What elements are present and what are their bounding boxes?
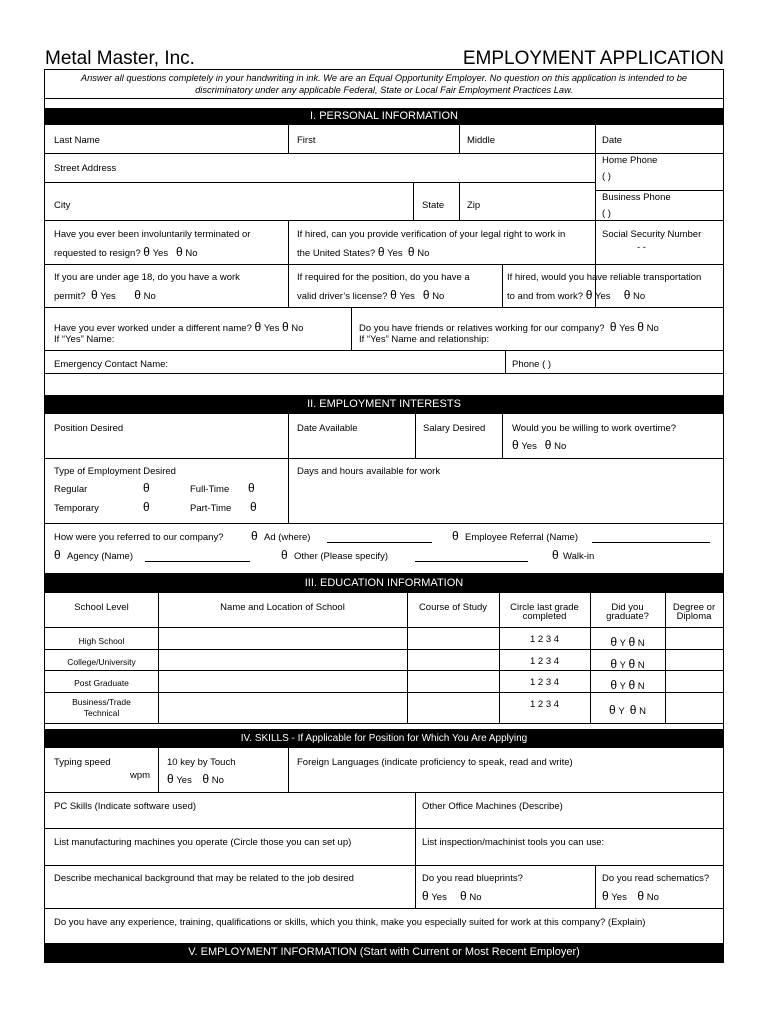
graduate-options-business-trade[interactable] bbox=[590, 704, 665, 718]
grade-options-business-trade[interactable]: 1 2 3 4 bbox=[529, 699, 560, 710]
license-yes-label: Yes bbox=[399, 291, 415, 302]
grad-mark-y[interactable]: θ bbox=[609, 703, 616, 717]
relatives-no-checkbox[interactable]: θ bbox=[637, 320, 644, 334]
other-checkbox[interactable]: θ bbox=[281, 548, 288, 562]
grade-header bbox=[499, 602, 590, 623]
divider bbox=[45, 264, 723, 265]
salary-desired-label: Salary Desired bbox=[423, 423, 486, 434]
grad-mark-y[interactable]: θ bbox=[610, 635, 618, 649]
divider bbox=[415, 414, 416, 458]
relatives-question-text: Do you have friends or relatives working for our company? bbox=[359, 323, 605, 334]
grade-options-high-school[interactable]: 1 2 3 4 bbox=[529, 634, 560, 645]
divider bbox=[45, 307, 723, 308]
graduate-options-college[interactable] bbox=[590, 658, 665, 672]
grade-header-line1: Circle last grade bbox=[510, 602, 579, 613]
license-question-line2 bbox=[297, 289, 444, 303]
city-label: City bbox=[54, 200, 71, 211]
overtime-yes-checkbox[interactable]: θ bbox=[512, 438, 519, 452]
divider bbox=[595, 865, 596, 908]
walkin-checkbox[interactable]: θ bbox=[552, 548, 559, 562]
different-name-yes-checkbox[interactable]: θ bbox=[254, 320, 262, 334]
grad-label-y: Y bbox=[619, 681, 626, 692]
notice-line-2: discriminatory under any applicable Federal, State or Local Fair Employment Practices Law. bbox=[195, 85, 573, 95]
divider bbox=[595, 190, 723, 191]
course-header: Course of Study bbox=[418, 602, 488, 613]
temporary-label: Temporary bbox=[54, 503, 99, 514]
work-permit-question-text: permit? bbox=[54, 291, 86, 302]
ten-key-yes-checkbox[interactable]: θ bbox=[167, 772, 174, 786]
overtime-yes-label: Yes bbox=[521, 441, 537, 452]
state-label: State bbox=[422, 200, 445, 211]
schematics-no-label: No bbox=[646, 892, 659, 903]
referral-question: How were you referred to our company? bbox=[54, 532, 224, 543]
school-level-business-trade-line1: Business/Trade bbox=[72, 697, 131, 707]
grad-label-n: N bbox=[637, 638, 645, 649]
middle-name-label: Middle bbox=[467, 135, 495, 146]
emergency-contact-label: Emergency Contact Name: bbox=[54, 359, 169, 370]
form-title: EMPLOYMENT APPLICATION bbox=[462, 48, 724, 69]
different-name-question bbox=[54, 321, 303, 335]
verification-yes-checkbox[interactable]: θ bbox=[377, 245, 385, 259]
agency-line[interactable] bbox=[145, 561, 250, 562]
divider bbox=[45, 908, 723, 909]
mechanical-background-label: Describe mechanical background that may be related to the job desired bbox=[54, 873, 354, 884]
ssn-dashes: - - bbox=[637, 242, 646, 253]
agency-checkbox[interactable]: θ bbox=[54, 548, 61, 562]
terminated-question-line2 bbox=[54, 246, 198, 260]
ad-line[interactable] bbox=[327, 542, 432, 543]
divider bbox=[502, 414, 503, 458]
regular-label: Regular bbox=[54, 484, 88, 495]
divider bbox=[45, 350, 723, 351]
divider bbox=[45, 458, 723, 459]
divider bbox=[45, 373, 723, 374]
transportation-no-label: No bbox=[633, 291, 646, 302]
employee-referral-checkbox[interactable]: θ bbox=[452, 529, 459, 543]
divider bbox=[459, 182, 460, 220]
divider bbox=[459, 125, 460, 153]
regular-checkbox[interactable]: θ bbox=[143, 481, 150, 495]
work-permit-question: If you are under age 18, do you have a work bbox=[54, 272, 240, 283]
blueprints-options bbox=[422, 890, 482, 904]
ten-key-no-checkbox[interactable]: θ bbox=[202, 772, 210, 786]
divider bbox=[45, 828, 723, 829]
parttime-label: Part-Time bbox=[190, 503, 232, 514]
divider bbox=[45, 865, 723, 866]
overtime-no-checkbox[interactable]: θ bbox=[544, 438, 552, 452]
school-level-header: School Level bbox=[74, 602, 129, 613]
typing-speed-label: Typing speed bbox=[54, 757, 111, 768]
work-permit-yes-checkbox[interactable]: θ bbox=[90, 288, 98, 302]
school-name-header: Name and Location of School bbox=[220, 602, 345, 613]
grade-options-college[interactable]: 1 2 3 4 bbox=[529, 656, 560, 667]
application-form bbox=[44, 69, 724, 963]
terminated-question: Have you ever been involuntarily terminated or bbox=[54, 229, 251, 240]
divider bbox=[45, 220, 723, 221]
blueprints-yes-label: Yes bbox=[431, 892, 447, 903]
divider bbox=[45, 792, 723, 793]
schematics-question: Do you read schematics? bbox=[602, 873, 710, 884]
grad-label-n: N bbox=[637, 681, 645, 692]
divider bbox=[505, 350, 506, 373]
blueprints-no-checkbox[interactable]: θ bbox=[460, 889, 467, 903]
walkin-label: Walk-in bbox=[563, 551, 595, 562]
zip-label: Zip bbox=[467, 200, 481, 211]
transportation-question: If hired, would you have reliable transportation bbox=[507, 272, 702, 283]
schematics-yes-label: Yes bbox=[611, 892, 627, 903]
verification-yes-label: Yes bbox=[387, 248, 403, 259]
divider bbox=[45, 153, 723, 154]
transportation-yes-label: Yes bbox=[595, 291, 611, 302]
grad-mark-n[interactable]: θ bbox=[628, 635, 636, 649]
graduate-header bbox=[590, 602, 665, 623]
employee-referral-label: Employee Referral (Name) bbox=[465, 532, 578, 543]
relatives-yes-checkbox[interactable]: θ bbox=[609, 320, 617, 334]
grad-mark-n[interactable]: θ bbox=[628, 657, 636, 671]
graduate-header-line2: graduate? bbox=[606, 611, 649, 622]
relatives-yes-label: Yes bbox=[619, 323, 635, 334]
section-education-header: III. EDUCATION INFORMATION bbox=[45, 573, 723, 593]
different-name-no-label: No bbox=[291, 323, 304, 334]
degree-header bbox=[665, 602, 723, 623]
work-permit-no-label: No bbox=[143, 291, 156, 302]
emergency-phone-label: Phone ( ) bbox=[512, 359, 552, 370]
grad-mark-n[interactable]: θ bbox=[629, 703, 637, 717]
relatives-followup: If “Yes” Name and relationship: bbox=[359, 334, 490, 345]
grade-header-line2: completed bbox=[522, 611, 567, 622]
divider bbox=[288, 414, 289, 523]
divider bbox=[45, 627, 723, 628]
terminated-no-label: No bbox=[185, 248, 198, 259]
overtime-options bbox=[512, 439, 566, 453]
verification-no-label: No bbox=[417, 248, 430, 259]
wpm-label: wpm bbox=[130, 770, 151, 781]
verification-question-text: the United States? bbox=[297, 248, 376, 259]
work-permit-yes-label: Yes bbox=[100, 291, 116, 302]
pc-skills-label: PC Skills (Indicate software used) bbox=[54, 801, 197, 812]
languages-label: Foreign Languages (indicate proficiency to speak, read and write) bbox=[297, 757, 573, 768]
school-level-business-trade-line2: Technical bbox=[83, 708, 120, 718]
terminated-no-checkbox[interactable]: θ bbox=[176, 245, 183, 259]
terminated-question-text: requested to resign? bbox=[54, 248, 141, 259]
ad-checkbox[interactable]: θ bbox=[251, 529, 258, 543]
school-level-high-school: High School bbox=[78, 636, 125, 646]
license-no-label: No bbox=[432, 291, 445, 302]
school-level-college: College/University bbox=[67, 657, 136, 667]
agency-label: Agency (Name) bbox=[67, 551, 133, 562]
position-desired-label: Position Desired bbox=[54, 423, 124, 434]
different-name-no-checkbox[interactable]: θ bbox=[281, 320, 289, 334]
grad-label-n: N bbox=[639, 706, 646, 717]
employment-type-label: Type of Employment Desired bbox=[54, 466, 176, 477]
degree-header-line2: Diploma bbox=[676, 611, 712, 622]
schematics-options bbox=[602, 890, 659, 904]
notice-line-1: Answer all questions completely in your handwriting in ink. We are an Equal Opportunity Employer. No question on this application is intended to be bbox=[80, 73, 688, 83]
graduate-options-post-graduate[interactable] bbox=[590, 679, 665, 693]
overtime-no-label: No bbox=[554, 441, 567, 452]
ten-key-yes-label: Yes bbox=[176, 775, 192, 786]
divider bbox=[413, 182, 414, 220]
license-question: If required for the position, do you have a bbox=[297, 272, 470, 283]
date-available-label: Date Available bbox=[297, 423, 358, 434]
work-permit-no-checkbox[interactable]: θ bbox=[134, 288, 141, 302]
street-address-label: Street Address bbox=[54, 163, 117, 174]
divider bbox=[288, 220, 289, 307]
grad-mark-y[interactable]: θ bbox=[610, 657, 618, 671]
parttime-checkbox[interactable]: θ bbox=[250, 500, 257, 514]
inspection-tools-label: List inspection/machinist tools you can use: bbox=[422, 837, 605, 848]
license-no-checkbox[interactable]: θ bbox=[422, 288, 430, 302]
blueprints-yes-checkbox[interactable]: θ bbox=[422, 889, 429, 903]
other-line[interactable] bbox=[415, 561, 528, 562]
home-phone-label: Home Phone bbox=[602, 155, 658, 166]
graduate-options-high-school[interactable] bbox=[590, 636, 665, 650]
license-yes-checkbox[interactable]: θ bbox=[390, 288, 397, 302]
relatives-question bbox=[359, 321, 659, 335]
company-name: Metal Master, Inc. bbox=[45, 48, 195, 69]
divider bbox=[415, 792, 416, 908]
transportation-question-text: to and from work? bbox=[507, 291, 584, 302]
fulltime-label: Full-Time bbox=[190, 484, 230, 495]
grad-mark-y[interactable]: θ bbox=[610, 678, 618, 692]
different-name-question-text: Have you ever worked under a different name? bbox=[54, 323, 252, 334]
verification-question-line2 bbox=[297, 246, 429, 260]
employee-referral-line[interactable] bbox=[592, 542, 710, 543]
degree-header-line1: Degree or bbox=[672, 602, 716, 613]
terminated-yes-checkbox[interactable]: θ bbox=[143, 245, 150, 259]
last-name-label: Last Name bbox=[54, 135, 100, 146]
ad-label: Ad (where) bbox=[264, 532, 311, 543]
divider bbox=[351, 307, 352, 350]
relatives-no-label: No bbox=[646, 323, 659, 334]
schematics-yes-checkbox[interactable]: θ bbox=[602, 889, 609, 903]
divider bbox=[502, 264, 503, 307]
business-phone-label: Business Phone bbox=[602, 192, 671, 203]
eeo-notice bbox=[45, 70, 723, 99]
office-machines-label: Other Office Machines (Describe) bbox=[422, 801, 563, 812]
grade-options-post-graduate[interactable]: 1 2 3 4 bbox=[529, 677, 560, 688]
work-permit-question-line2 bbox=[54, 289, 156, 303]
school-level-business-trade bbox=[45, 697, 158, 719]
grad-label-y: Y bbox=[619, 638, 626, 649]
verification-question: If hired, can you provide verification of your legal right to work in bbox=[297, 229, 566, 240]
first-name-label: First bbox=[297, 135, 316, 146]
days-hours-label: Days and hours available for work bbox=[297, 466, 441, 477]
ten-key-label: 10 key by Touch bbox=[167, 757, 236, 768]
graduate-header-line1: Did you bbox=[611, 602, 644, 613]
divider bbox=[288, 125, 289, 153]
transportation-no-checkbox[interactable]: θ bbox=[623, 288, 631, 302]
school-level-post-graduate: Post Graduate bbox=[74, 678, 129, 688]
business-phone-area: ( ) bbox=[602, 208, 611, 219]
date-label: Date bbox=[602, 135, 623, 146]
divider bbox=[45, 723, 723, 724]
divider bbox=[45, 182, 595, 183]
grad-mark-n[interactable]: θ bbox=[628, 678, 636, 692]
section-skills-header: IV. SKILLS - If Applicable for Position for Which You Are Applying bbox=[45, 729, 723, 748]
schematics-no-checkbox[interactable]: θ bbox=[637, 889, 645, 903]
experience-question: Do you have any experience, training, qualifications or skills, which you think, make you especially suited for work at this company? (Explain) bbox=[54, 917, 646, 928]
license-question-text: valid driver’s license? bbox=[297, 291, 388, 302]
verification-no-checkbox[interactable]: θ bbox=[407, 245, 415, 259]
ssn-label: Social Security Number bbox=[602, 229, 702, 240]
grad-label-y: Y bbox=[618, 706, 625, 717]
ten-key-options bbox=[167, 773, 224, 787]
other-label: Other (Please specify) bbox=[294, 551, 388, 562]
temporary-checkbox[interactable]: θ bbox=[143, 500, 150, 514]
section-personal-header: I. PERSONAL INFORMATION bbox=[45, 108, 723, 125]
mfg-machines-label: List manufacturing machines you operate (Circle those you can set up) bbox=[54, 837, 352, 848]
home-phone-area: ( ) bbox=[602, 171, 611, 182]
blueprints-no-label: No bbox=[469, 892, 482, 903]
blueprints-question: Do you read blueprints? bbox=[422, 873, 523, 884]
section-employment-header: V. EMPLOYMENT INFORMATION (Start with Current or Most Recent Employer) bbox=[45, 943, 723, 962]
overtime-question: Would you be willing to work overtime? bbox=[512, 423, 677, 434]
different-name-followup: If “Yes” Name: bbox=[54, 334, 115, 345]
divider bbox=[158, 748, 159, 792]
fulltime-checkbox[interactable]: θ bbox=[248, 481, 255, 495]
ten-key-no-label: No bbox=[211, 775, 224, 786]
divider bbox=[45, 523, 723, 524]
grad-label-y: Y bbox=[619, 660, 626, 671]
transportation-question-line2 bbox=[507, 289, 645, 303]
divider bbox=[288, 748, 289, 792]
grad-label-n: N bbox=[637, 660, 645, 671]
different-name-yes-label: Yes bbox=[263, 323, 280, 334]
section-interests-header: II. EMPLOYMENT INTERESTS bbox=[45, 395, 723, 414]
terminated-yes-label: Yes bbox=[152, 248, 169, 259]
transportation-yes-checkbox[interactable]: θ bbox=[585, 288, 593, 302]
